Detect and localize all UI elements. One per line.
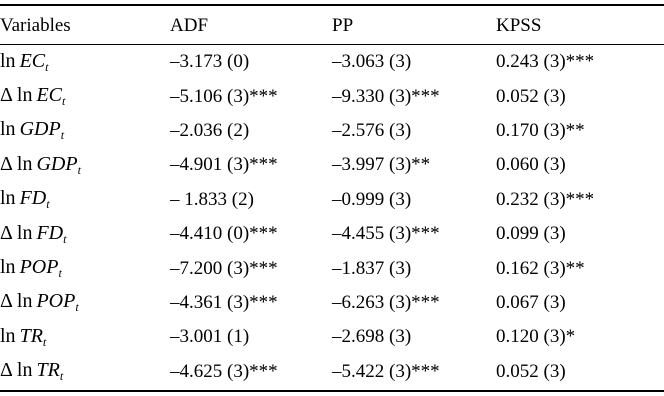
pp-cell: –2.698 (3) xyxy=(332,326,412,348)
variable-cell xyxy=(0,148,170,182)
pp-cell: –9.330 (3)*** xyxy=(332,85,440,107)
adf-cell: –7.200 (3)*** xyxy=(170,257,278,279)
delta-symbol: Δ xyxy=(0,84,13,107)
pp-cell: –3.997 (3)** xyxy=(332,154,431,176)
adf-cell: – 1.833 (2) xyxy=(170,188,254,210)
pp-cell: –3.063 (3) xyxy=(332,51,412,73)
pp-cell: –1.837 (3) xyxy=(332,257,412,279)
variable-cell xyxy=(0,183,170,217)
delta-symbol: Δ xyxy=(0,359,13,382)
pp-cell: –4.455 (3)*** xyxy=(332,223,440,245)
adf-cell: –4.410 (0)*** xyxy=(170,223,278,245)
kpss-cell: 0.162 (3)** xyxy=(496,257,585,279)
log-operator: ln xyxy=(0,49,16,72)
delta-symbol: Δ xyxy=(0,152,13,175)
header-pp: PP xyxy=(332,15,354,36)
kpss-cell: 0.120 (3)* xyxy=(496,326,576,348)
variable-cell xyxy=(0,114,170,148)
table-row xyxy=(0,79,664,113)
variable-cell xyxy=(0,251,170,285)
variable-cell xyxy=(0,45,170,79)
variable-symbol: EC xyxy=(19,49,46,72)
table-row xyxy=(0,251,664,285)
table-row xyxy=(0,355,664,389)
log-operator: ln xyxy=(16,84,33,107)
header-variables: Variables xyxy=(0,15,71,36)
kpss-cell: 0.099 (3) xyxy=(496,223,566,245)
adf-cell: –2.036 (2) xyxy=(170,119,250,141)
kpss-cell: 0.052 (3) xyxy=(496,360,566,382)
variable-cell xyxy=(0,286,170,320)
adf-cell: –4.901 (3)*** xyxy=(170,154,278,176)
table-row xyxy=(0,183,664,217)
kpss-cell: 0.243 (3)*** xyxy=(496,51,595,73)
log-operator: ln xyxy=(16,152,33,175)
kpss-cell: 0.232 (3)*** xyxy=(496,188,595,210)
table-row xyxy=(0,217,664,251)
time-subscript: t xyxy=(58,266,62,281)
kpss-cell: 0.067 (3) xyxy=(496,291,566,313)
variable-symbol: GDP xyxy=(19,118,61,141)
pp-cell: –0.999 (3) xyxy=(332,188,412,210)
variable-cell xyxy=(0,79,170,113)
variable-symbol: TR xyxy=(19,324,43,347)
variable-cell xyxy=(0,217,170,251)
log-operator: ln xyxy=(16,221,33,244)
time-subscript: t xyxy=(60,128,65,143)
log-operator: ln xyxy=(16,359,33,382)
table-body xyxy=(0,45,664,389)
adf-cell: –3.173 (0) xyxy=(170,51,250,73)
time-subscript: t xyxy=(42,334,47,349)
delta-symbol: Δ xyxy=(0,290,13,313)
variable-symbol: TR xyxy=(36,359,60,382)
header-kpss: KPSS xyxy=(496,15,542,36)
header-row xyxy=(0,6,664,45)
log-operator: ln xyxy=(0,118,16,141)
table-row xyxy=(0,320,664,354)
adf-cell: –3.001 (1) xyxy=(170,326,250,348)
time-subscript: t xyxy=(46,197,50,212)
adf-cell: –5.106 (3)*** xyxy=(170,85,278,107)
time-subscript: t xyxy=(62,94,66,109)
variable-symbol: FD xyxy=(36,221,64,244)
log-operator: ln xyxy=(16,290,33,313)
adf-cell: –4.625 (3)*** xyxy=(170,360,278,382)
kpss-cell: 0.170 (3)** xyxy=(496,119,585,141)
results-table xyxy=(0,6,664,389)
pp-cell: –2.576 (3) xyxy=(332,119,412,141)
variable-symbol: FD xyxy=(19,187,47,210)
time-subscript: t xyxy=(59,369,64,384)
table-row xyxy=(0,148,664,182)
bottom-rule xyxy=(0,390,664,392)
time-subscript: t xyxy=(75,300,79,315)
log-operator: ln xyxy=(0,187,16,210)
time-subscript: t xyxy=(63,231,67,246)
kpss-cell: 0.052 (3) xyxy=(496,85,566,107)
adf-cell: –4.361 (3)*** xyxy=(170,291,278,313)
variable-symbol: GDP xyxy=(36,152,78,175)
kpss-cell: 0.060 (3) xyxy=(496,154,566,176)
time-subscript: t xyxy=(77,162,81,177)
variable-cell xyxy=(0,355,170,389)
log-operator: ln xyxy=(0,324,16,347)
pp-cell: –6.263 (3)*** xyxy=(332,291,440,313)
variable-symbol: EC xyxy=(36,84,63,107)
delta-symbol: Δ xyxy=(0,221,13,244)
variable-symbol: POP xyxy=(36,290,76,313)
pp-cell: –5.422 (3)*** xyxy=(332,360,440,382)
variable-cell xyxy=(0,320,170,354)
log-operator: ln xyxy=(0,256,16,279)
table-row xyxy=(0,114,664,148)
time-subscript: t xyxy=(45,59,49,74)
variable-symbol: POP xyxy=(19,256,59,279)
table-row xyxy=(0,286,664,320)
table-row xyxy=(0,45,664,79)
header-adf: ADF xyxy=(170,15,209,36)
